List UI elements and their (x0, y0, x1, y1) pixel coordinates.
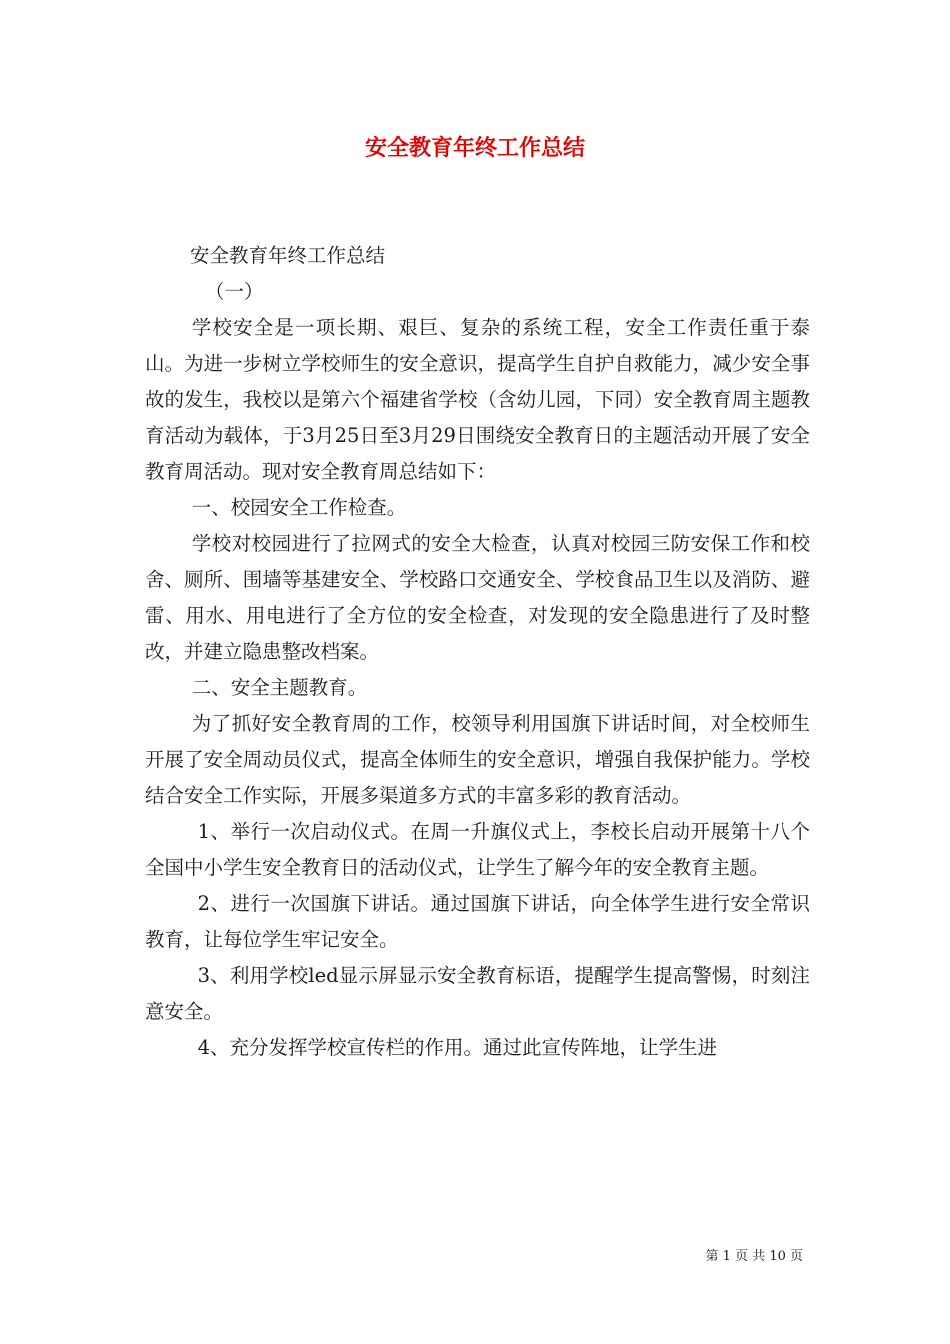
list-item-1: 1、举行一次启动仪式。在周一升旗仪式上，李校长启动开展第十八个全国中小学生安全教育日的活动仪式，让学生了解今年的安全教育主题。 (145, 820, 810, 879)
page-number-footer: 第 1 页 共 10 页 (705, 1249, 803, 1264)
list-item-2: 2、进行一次国旗下讲话。通过国旗下讲话，向全体学生进行安全常识教育，让每位学生牢记安全。 (145, 892, 810, 951)
document-body (145, 238, 810, 1066)
document-subtitle: 安全教育年终工作总结 (190, 244, 386, 267)
page-title: 安全教育年终工作总结 (364, 135, 585, 161)
paragraph-safety-check: 学校对校园进行了拉网式的安全大检查，认真对校园三防安保工作和校舍、厕所、围墙等基建安全、学校路口交通安全、学校食品卫生以及消防、避雷、用水、用电进行了全方位的安全检查，对发现的安全隐患进行了及时整改，并建立隐患整改档案。 (145, 532, 810, 663)
heading-safety-theme-education: 二、安全主题教育。 (191, 676, 368, 699)
section-marker: （一） (205, 280, 264, 303)
list-item-4: 4、充分发挥学校宣传栏的作用。通过此宣传阵地，让学生进 (197, 1036, 718, 1059)
heading-campus-safety-check: 一、校园安全工作检查。 (191, 496, 407, 519)
list-item-3: 3、利用学校led显示屏显示安全教育标语，提醒学生提高警惕，时刻注意安全。 (145, 964, 810, 1023)
paragraph-theme-education: 为了抓好安全教育周的工作，校领导利用国旗下讲话时间，对全校师生开展了安全周动员仪式，提高全体师生的安全意识，增强自我保护能力。学校结合安全工作实际，开展多渠道多方式的丰富多彩的教育活动。 (145, 712, 810, 807)
paragraph-intro: 学校安全是一项长期、艰巨、复杂的系统工程，安全工作责任重于泰山。为进一步树立学校师生的安全意识，提高学生自护自救能力，减少安全事故的发生，我校以是第六个福建省学校（含幼儿园，下同）安全教育周主题教育活动为载体，于3月25日至3月29日围绕安全教育日的主题活动开展了安全教育周活动。现对安全教育周总结如下： (145, 316, 810, 483)
